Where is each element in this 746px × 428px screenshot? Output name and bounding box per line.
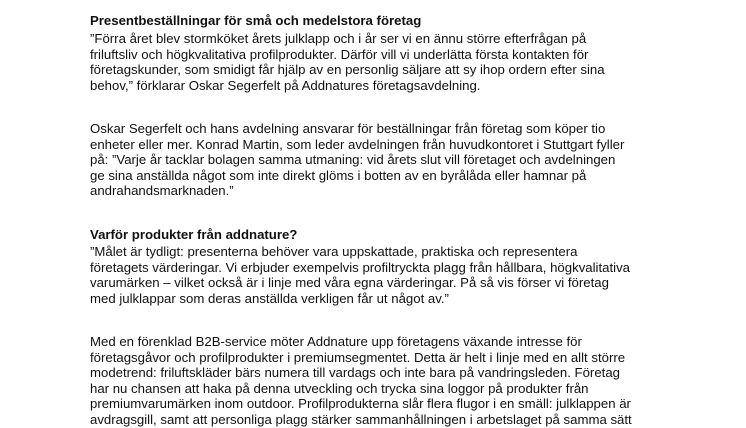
text-line: modetrend: friluftskläder bärs numera till vardags och inte bara på vandringsleden. Företag: [90, 365, 620, 381]
text-line: enheter eller mer. Konrad Martin, som leder avdelningen från huvudkontoret i Stuttgart fyller: [90, 136, 625, 152]
section1-quote: [90, 31, 730, 93]
text-line: premiumvarumärken inom outdoor. Profilprodukterna slår flera flugor i en smäll: julklappen är: [90, 396, 631, 412]
section2-body: [90, 334, 730, 428]
section1-body: [90, 121, 730, 199]
text-line: andrahandsmarknaden.”: [90, 183, 234, 199]
text-line: har nu chansen att haka på denna utveckling och trycka sina loggor på produkter från: [90, 380, 589, 396]
section2-heading: Varför produkter från addnature?: [90, 227, 298, 242]
text-line: företagsgåvor och profilprodukter i premiumsegmentet. Detta är helt i linje med en allt större: [90, 349, 626, 365]
text-line: Med en förenklad B2B-service möter Addnature upp företagens växande intresse för: [90, 334, 582, 349]
text-line: företagets värderingar. Vi erbjuder exempelvis profiltryckta plagg från hållbara, högkvalitativa: [90, 259, 630, 275]
text-line: på: ”Varje år tacklar bolagen samma utmaning: vid årets slut vill företaget och avdelningen: [90, 152, 616, 168]
section1-heading: Presentbeställningar för små och medelstora företag: [90, 13, 422, 28]
text-line: varumärken – vilket också är i linje med våra egna värderingar. På så vis förser vi företag: [90, 275, 609, 291]
text-line: Oskar Segerfelt och hans avdelning ansvarar för beställningar från företag som köper tio: [90, 121, 606, 136]
text-line: ”Målet är tydligt: presenterna behöver vara uppskattade, praktiska och representera: [90, 244, 578, 259]
text-line: behov,” förklarar Oskar Segerfelt på Addnatures företagsavdelning.: [90, 77, 481, 93]
text-line: ge sina anställda något som inte direkt glöms i botten av en byrålåda eller hamnar på: [90, 167, 587, 183]
text-line: avdragsgill, samt att personliga plagg stärker sammanhållningen i arbetslaget på samma sätt: [90, 411, 632, 427]
text-line: företagskunder, som smidigt får hjälp av en personlig säljare att sy ihop ordern efter sina: [90, 62, 605, 78]
text-line: ”Förra året blev stormköket årets julklapp och i år ser vi en ännu större efterfrågan på: [90, 31, 587, 46]
text-line: med julklappar som deras anställda verkligen får ut något av.”: [90, 290, 449, 306]
section2-quote: [90, 244, 730, 306]
text-line: friluftsliv och högkvalitativa profilprodukter. Därför vill vi underlätta första kontakten för: [90, 46, 589, 62]
